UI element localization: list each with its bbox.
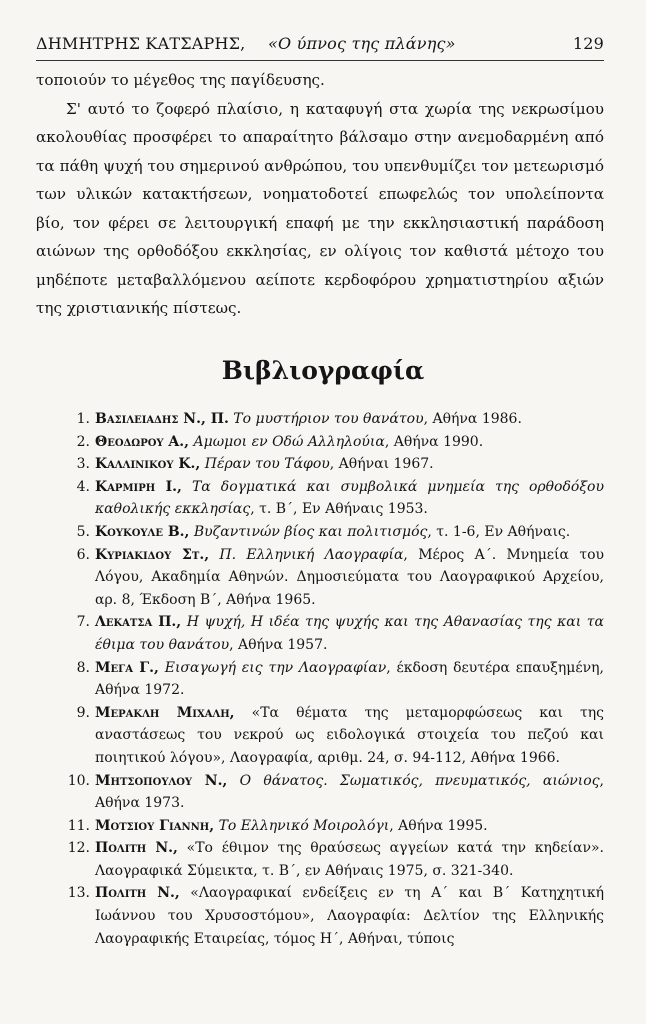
entry-author: Πολιτη Ν., (95, 840, 178, 857)
entry-title: Π. Ελληνική Λαογραφία (219, 546, 404, 563)
entry-author: Μερακλη Μιχαλη, (95, 704, 235, 721)
entry-author: Βασιλειαδης Ν., Π. (95, 411, 229, 427)
bibliography-entry (64, 837, 604, 882)
bibliography-entry (64, 657, 604, 702)
entry-number: 1. (76, 411, 90, 427)
paragraph: Σ' αυτό το ζοφερό πλαίσιο, η καταφυγή στα χωρία της νεκρωσίμου ακολουθίας προσφέρει το απαραίτητο βάλσαμο στην ανεμοδαρμένη από τα πάθη ψυχή του σημερινού ανθρώπου, του υπενθυμίζει τον μετεωρισμό των υλικών κατακτήσεων, νοηματοδοτεί επωφελώς τον υπολείποντα βίο, τον φέρει σε λειτουργική επαφή με την εκκλησιαστική παράδοση αιώνων της ορθοδόξου εκκλησίας, εν ολίγοις τον καθιστά μέτοχο του μηδέποτε μεταβαλλόμενου αείποτε κερδοφόρου χρηματιστηρίου αξιών της χριστιανικής πίστεως. (36, 99, 604, 317)
entry-number: 12. (67, 840, 90, 857)
entry-text (95, 657, 604, 702)
entry-text (95, 521, 604, 544)
bibliography-entry (64, 544, 604, 612)
entry-details: «Λαογραφικαί ενδείξεις εν τη Α΄ και Β΄ Κατηχητική Ιωάννου του Χρυσοστόμου», Λαογραφία: Δελτίον της Ελληνικής Λαογραφικής Εταιρείας, τόμος Η΄, Αθήναι, τύποις (95, 885, 604, 947)
entry-title: Εισαγωγή εις την Λαογραφίαν (164, 659, 387, 676)
entry-number: 4. (76, 478, 90, 495)
header-title: «Ο ύπνος της πλάνης» (268, 34, 456, 53)
entry-text (95, 702, 604, 770)
entry-number: 5. (76, 523, 90, 540)
continued-line: τοποιούν το μέγεθος της παγίδευσης. (36, 71, 325, 89)
bibliography-entry (64, 611, 604, 656)
entry-details: , έκδοση δευτέρα επαυξημένη, Αθήνα 1972. (95, 659, 604, 699)
entry-details: , Αθήναι 1967. (329, 456, 434, 473)
entry-author: Πολιτη Ν., (95, 885, 180, 902)
entry-details: , Αθήνα 1995. (389, 817, 488, 834)
entry-text (95, 611, 604, 656)
bibliography-entry (64, 408, 604, 431)
entry-text (95, 770, 604, 815)
bibliography-entry (64, 521, 604, 544)
entry-author: Λεκατσα Π., (95, 614, 182, 631)
entry-details: , τ. 1-6, Εν Αθήναις. (427, 523, 571, 540)
entry-details: «Τα θέματα της μεταμορφώσεως και της αναστάσεως του νεκρού ως ειδολογικά στοιχεία του πεζού και ποιητικού λόγου», Λαογραφία, αριθμ. 24, σ. 94-112, Αθήνα 1966. (95, 704, 604, 766)
entry-details: , Αθήνα 1957. (229, 636, 328, 653)
entry-title: Τα δογματικά και συμβολικά μνημεία της ορθοδόξου καθολικής εκκλησίας (95, 478, 604, 518)
entry-title: Βυζαντινών βίος και πολιτισμός (193, 523, 428, 540)
bibliography-entry (64, 702, 604, 770)
bibliography-entry (64, 476, 604, 521)
entry-title: Ο θάνατος. Σωματικός, πνευματικός, αιώνιος (239, 772, 600, 789)
entry-title: Το Ελληνικό Μοιρολόγι (218, 817, 390, 834)
entry-number: 10. (67, 772, 90, 789)
entry-details: , Αθήνα 1973. (95, 772, 604, 812)
entry-author: Μεγα Γ., (95, 659, 159, 676)
entry-details: , Αθήνα 1986. (423, 411, 522, 427)
entry-text (95, 453, 604, 476)
entry-details: , Αθήνα 1990. (384, 433, 484, 450)
entry-author: Μητσοπουλου Ν., (95, 772, 228, 789)
entry-author: Καρμιρη Ι., (95, 478, 182, 495)
entry-number: 13. (67, 885, 90, 902)
header-author: ΔΗΜΗΤΡΗΣ ΚΑΤΣΑΡΗΣ, (36, 34, 246, 53)
entry-details: , Μέρος Α΄. Μνημεία του Λόγου, Ακαδημία Αθηνών. Δημοσιεύματα του Λαογραφικού Αρχείου, αρ. 8, Έκδοση Β΄, Αθήνα 1965. (95, 546, 605, 608)
entry-details: «Το έθιμον της θραύσεως αγγείων κατά την κηδείαν». Λαογραφικά Σύμεικτα, τ. Β΄, εν Αθήναις 1975, σ. 321-340. (95, 840, 604, 879)
bibliography-list (64, 408, 604, 950)
entry-number: 2. (76, 433, 90, 450)
entry-text (95, 815, 604, 838)
entry-author: Θεοδωρου Α., (95, 433, 190, 450)
bibliography-entry (64, 815, 604, 838)
entry-title: Το μυστήριον του θανάτου (233, 411, 424, 427)
entry-number: 6. (76, 546, 90, 563)
bibliography-entry (64, 770, 604, 815)
header-rule (36, 60, 604, 61)
entry-text (95, 476, 604, 521)
entry-title: Η ψυχή, Η ιδέα της ψυχής και της Αθανασίας της και τα έθιμα του θανάτου (95, 614, 604, 653)
bibliography-heading: Βιβλιογραφία (221, 356, 425, 385)
entry-number: 7. (76, 614, 90, 631)
entry-number: 9. (76, 704, 90, 721)
page-number: 129 (572, 34, 604, 53)
entry-author: Καλλινικου Κ., (95, 456, 201, 473)
entry-author: Κουκουλε Β., (95, 523, 190, 540)
entry-text (95, 544, 604, 612)
bibliography-entry (64, 453, 604, 476)
bibliography-entry (64, 431, 604, 454)
entry-number: 8. (76, 659, 90, 676)
entry-title: Πέραν του Τάφου (204, 456, 330, 473)
entry-text (95, 408, 604, 431)
entry-details: , τ. Β΄, Εν Αθήναις 1953. (250, 501, 428, 518)
entry-text (95, 431, 604, 454)
entry-title: Αμωμοι εν Οδώ Αλληλούια (193, 433, 385, 450)
entry-text (95, 882, 604, 950)
entry-number: 11. (67, 817, 90, 834)
bibliography-entry (64, 882, 604, 950)
body-text (36, 66, 604, 323)
entry-author: Μοτσιου Γιαννη, (95, 817, 215, 834)
entry-author: Κυριακιδου Στ., (95, 546, 210, 563)
entry-text (95, 837, 604, 882)
entry-number: 3. (76, 456, 90, 473)
